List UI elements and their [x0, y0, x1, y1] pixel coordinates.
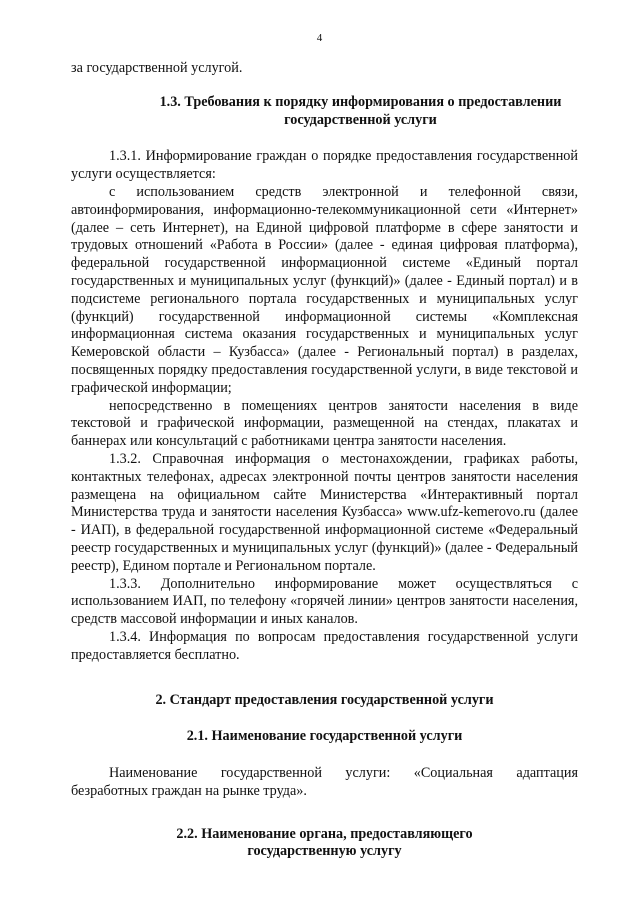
section-1-3-heading-line2: государственной услуги	[284, 111, 437, 128]
section-1-3-heading-line1: 1.3. Требования к порядку информирования о предоставлении	[159, 93, 562, 110]
page-number: 4	[316, 32, 323, 44]
paragraph-electronic-channels: с использованием средств электронной и телефонной связи, автоинформирования, информационно-телекоммуникационной сети «Интернет» (далее – сеть Интернет), на Единой цифровой платформе в сфере занятости и трудовых отношений «Работа в России» (далее - единая цифровая платформа), федеральной государственной информационной системе «Единый портал государственных и муниципальных услуг (функций)» (далее - Единый портал) и в подсистеме регионального портала государственных и муниципальных услуг (функций) государственной информационной системы «Комплексная информационная система оказания государственных и муниципальных услуг Кемеровской области – Кузбасса» (далее - Региональный портал) в разделах, посвященных порядку предоставления государственной услуги, в виде текстовой и графической информации;	[71, 183, 578, 396]
section-2-1-heading: 2.1. Наименование государственной услуги	[186, 728, 463, 745]
paragraph-1-3-1: 1.3.1. Информирование граждан о порядке предоставления государственной услуги осуществляется:	[71, 148, 578, 183]
section-2-heading: 2. Стандарт предоставления государственной услуги	[155, 691, 494, 708]
paragraph-1-3-2: 1.3.2. Справочная информация о местонахождении, графиках работы, контактных телефонах, адресах электронной почты центров занятости населения размещена на официальном сайте Министерства «Интерактивный портал Министерства труда и занятости населения Кузбасса» www.ufz-kemerovo.ru (далее - ИАП), в федеральной государственной информационной системе «Федеральный реестр государственных и муниципальных услуг (функций)» (далее - Федеральный реестр), Едином портале и Региональном портале.	[71, 450, 578, 574]
paragraph-1-3-3: 1.3.3. Дополнительно информирование может осуществляться с использованием ИАП, по телефону «горячей линии» центров занятости населения, средств массовой информации и иных каналов.	[71, 575, 578, 628]
paragraph-2-1: Наименование государственной услуги: «Социальная адаптация безработных граждан на рынке труда».	[71, 765, 578, 799]
section-1-3-heading	[107, 94, 614, 130]
section-2-2-heading	[71, 826, 578, 862]
section-2-2-heading-line1: 2.2. Наименование органа, предоставляющего	[176, 825, 473, 842]
paragraph-1-3-4: 1.3.4. Информация по вопросам предоставления государственной услуги предоставляется бесплатно.	[71, 628, 578, 663]
continuation-text: за государственной услугой.	[71, 60, 243, 76]
document-body	[71, 60, 578, 861]
section-2-2-heading-line2: государственную услугу	[247, 843, 402, 860]
paragraph-in-person: непосредственно в помещениях центров занятости населения в виде текстовой и графической информации, размещенной на стендах, плакатах и баннерах или консультаций с работниками центра занятости населения.	[71, 397, 578, 450]
